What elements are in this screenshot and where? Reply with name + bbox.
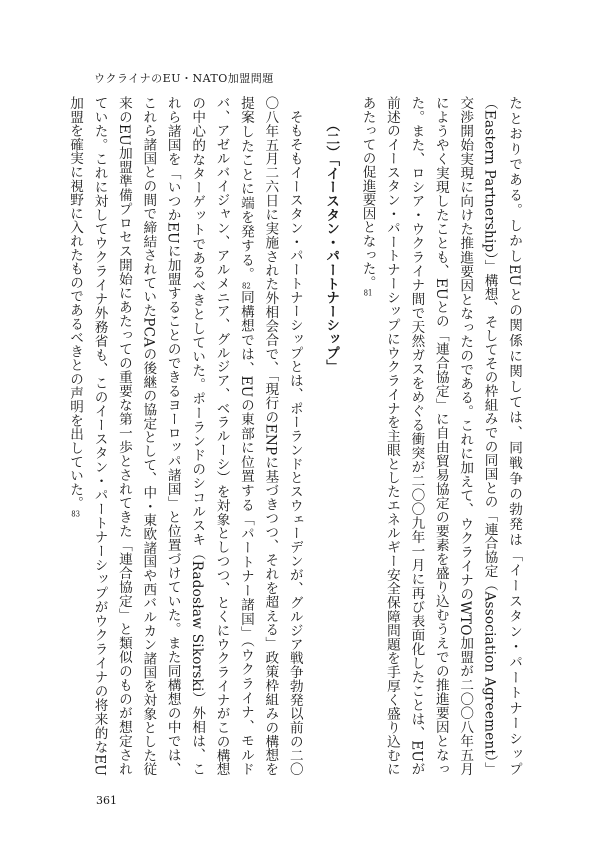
paragraph-2	[63, 96, 307, 776]
paragraph-2-text-b: 同構想では、EUの東部に位置する「パートナー諸国」（ウクライナ、モルドバ、アゼルバイジャン、アルメニア、グルジア、ベラルーシ）を対象としつつ、とくにウクライナがこの構想の中心的なターゲットであるべきとしていた。ポーランドのシコルスキ（Radosław Sikorski）外相は、これら諸国を「いつかEUに加盟することのできるヨーロッパ諸国」と位置づけていた。また同構想の中では、これら諸国との間で締結されていたPCAの後継の協定として、中・東欧諸国や西バルカン諸国を対象とした従来のEU加盟準備プロセス開始にあたっての重要な第一歩とされてきた「連合協定」と類似のものが想定されていた。これに対してウクライナ外務省も、このイースタン・パートナーシップがウクライナの将来的なEU加盟を確実に視野に入れたものであるべきとの声明を出していた。	[67, 96, 254, 776]
paragraph-1	[355, 96, 526, 776]
section-heading: （二）「イースタン・パートナーシップ」	[323, 118, 340, 374]
running-head-title: ウクライナのEU・NATO加盟問題	[94, 72, 274, 85]
paragraph-1-text: たとおりである。しかしEUとの関係に関しては、同戦争の勃発は「イースタン・パートナーシップ（Eastern Partnership）」構想、そしてその枠組みでの同国との「連合協定（Association Agreement）」交渉開始実現に向けた推進要因となったのである。これに加えて、ウクライナのWTO加盟が二〇〇八年五月にようやく実現したことも、EUとの「連合協定」に自由貿易協定の要素を盛り込むうえでの推進要因となった。また、ロシア・ウクライナ間で天然ガスをめぐる衝突が二〇〇九年一月に再び表面化したことは、EUが前述のイースタン・パートナーシップにウクライナを主眼としたエネルギー安全保障問題を手厚く盛り込むにあたっての促進要因となった。	[359, 96, 522, 776]
paragraph-2-text-a: そもそもイースタン・パートナーシップとは、ポーランドとスウェーデンが、グルジア戦争勃発以前の二〇〇八年五月二六日に実施された外相会合で、「現行のENPに基づきつつ、それを超える」政策枠組みの構想を提案したことに端を発する。	[237, 96, 303, 776]
footnote-marker-83[interactable]: 83	[71, 510, 80, 518]
footnote-marker-82[interactable]: 82	[242, 281, 251, 290]
footnote-marker-81[interactable]: 81	[363, 289, 373, 298]
body-text	[63, 96, 526, 776]
page-number: 361	[96, 794, 117, 807]
